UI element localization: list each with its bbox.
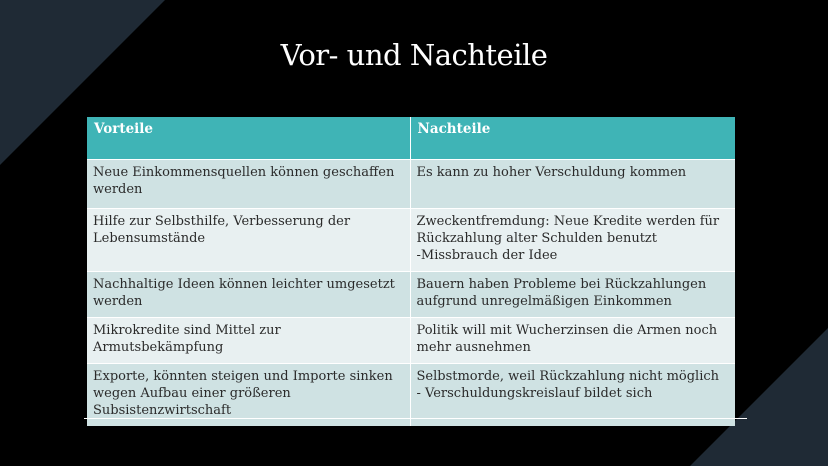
comparison-table (87, 117, 735, 426)
comparison-table-container (87, 117, 735, 426)
table-row (87, 272, 735, 318)
nachteil-cell: Politik will mit Wucherzinsen die Armen noch mehr ausnehmen (410, 318, 735, 364)
slide-title: Vor- und Nachteile (280, 38, 548, 72)
vorteil-cell: Mikrokredite sind Mittel zur Armutsbekämpfung (87, 318, 410, 364)
vorteil-cell: Neue Einkommensquellen können geschaffen werden (87, 160, 410, 209)
nachteil-cell: Zweckentfremdung: Neue Kredite werden für Rückzahlung alter Schulden benutzt -Missbrauch der Idee (410, 209, 735, 272)
vorteil-cell: Hilfe zur Selbsthilfe, Verbesserung der Lebensumstände (87, 209, 410, 272)
table-row (87, 364, 735, 427)
nachteil-cell: Bauern haben Probleme bei Rückzahlungen aufgrund unregelmäßigen Einkommen (410, 272, 735, 318)
vorteil-cell: Exporte, könnten steigen und Importe sinken wegen Aufbau einer größeren Subsistenzwirtschaft (87, 364, 410, 427)
vorteil-cell: Nachhaltige Ideen können leichter umgesetzt werden (87, 272, 410, 318)
header-nachteile: Nachteile (410, 117, 735, 160)
table-bottom-rule (84, 418, 747, 419)
nachteil-cell: Es kann zu hoher Verschuldung kommen (410, 160, 735, 209)
table-header-row (87, 117, 735, 160)
table-row (87, 209, 735, 272)
table-row (87, 160, 735, 209)
header-vorteile: Vorteile (87, 117, 410, 160)
table-row (87, 318, 735, 364)
nachteil-cell: Selbstmorde, weil Rückzahlung nicht möglich - Verschuldungskreislauf bildet sich (410, 364, 735, 427)
